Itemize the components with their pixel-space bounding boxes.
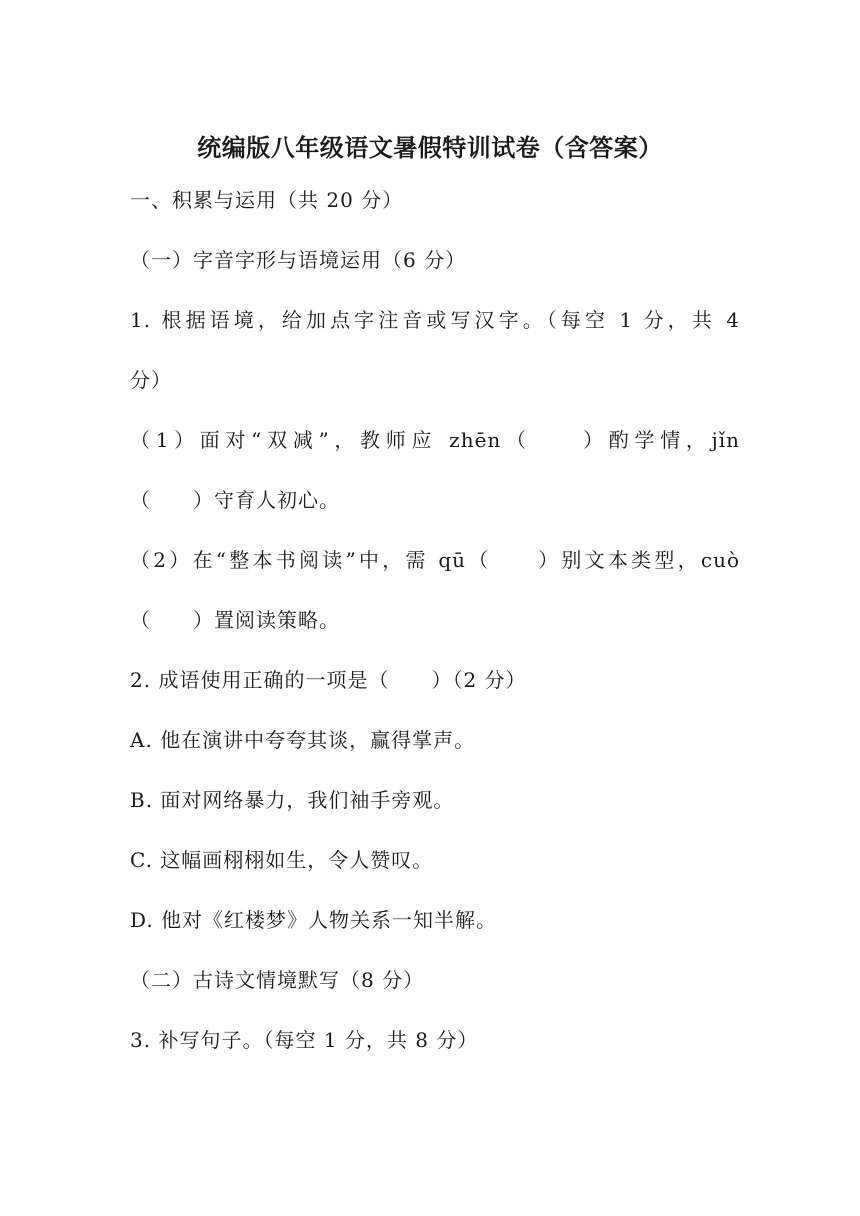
section-heading-accumulation: 一、积累与运用（共 20 分） [130, 188, 404, 212]
question-2-text: 2. 成语使用正确的一项是（ ）（2 分） [130, 668, 527, 692]
question-1-text-continued: 分） [130, 368, 172, 392]
question-2-option-c: C. 这幅画栩栩如生，令人赞叹。 [130, 848, 434, 872]
question-2-option-d: D. 他对《红楼梦》人物关系一知半解。 [130, 908, 498, 932]
question-1-item-1: （1）面对“双减”，教师应 zhēn（ ）酌学情，jǐn [130, 428, 740, 452]
question-3-text: 3. 补写句子。（每空 1 分，共 8 分） [130, 1028, 479, 1052]
page-title: 统编版八年级语文暑假特训试卷（含答案） [197, 134, 663, 162]
question-2-option-b: B. 面对网络暴力，我们袖手旁观。 [130, 788, 455, 812]
question-1-item-2: （2）在“整本书阅读”中，需 qū（ ）别文本类型，cuò [130, 548, 740, 572]
question-1-text: 1. 根据语境，给加点字注音或写汉字。（每空 1 分，共 4 [130, 308, 740, 332]
question-1-item-1-continued: （ ）守育人初心。 [130, 488, 340, 512]
subsection-heading-poetry: （二）古诗文情境默写（8 分） [130, 968, 425, 992]
question-1-item-2-continued: （ ）置阅读策略。 [130, 608, 340, 632]
question-2-option-a: A. 他在演讲中夸夸其谈，赢得掌声。 [130, 728, 476, 752]
subsection-heading-pronunciation: （一）字音字形与语境运用（6 分） [130, 248, 467, 272]
